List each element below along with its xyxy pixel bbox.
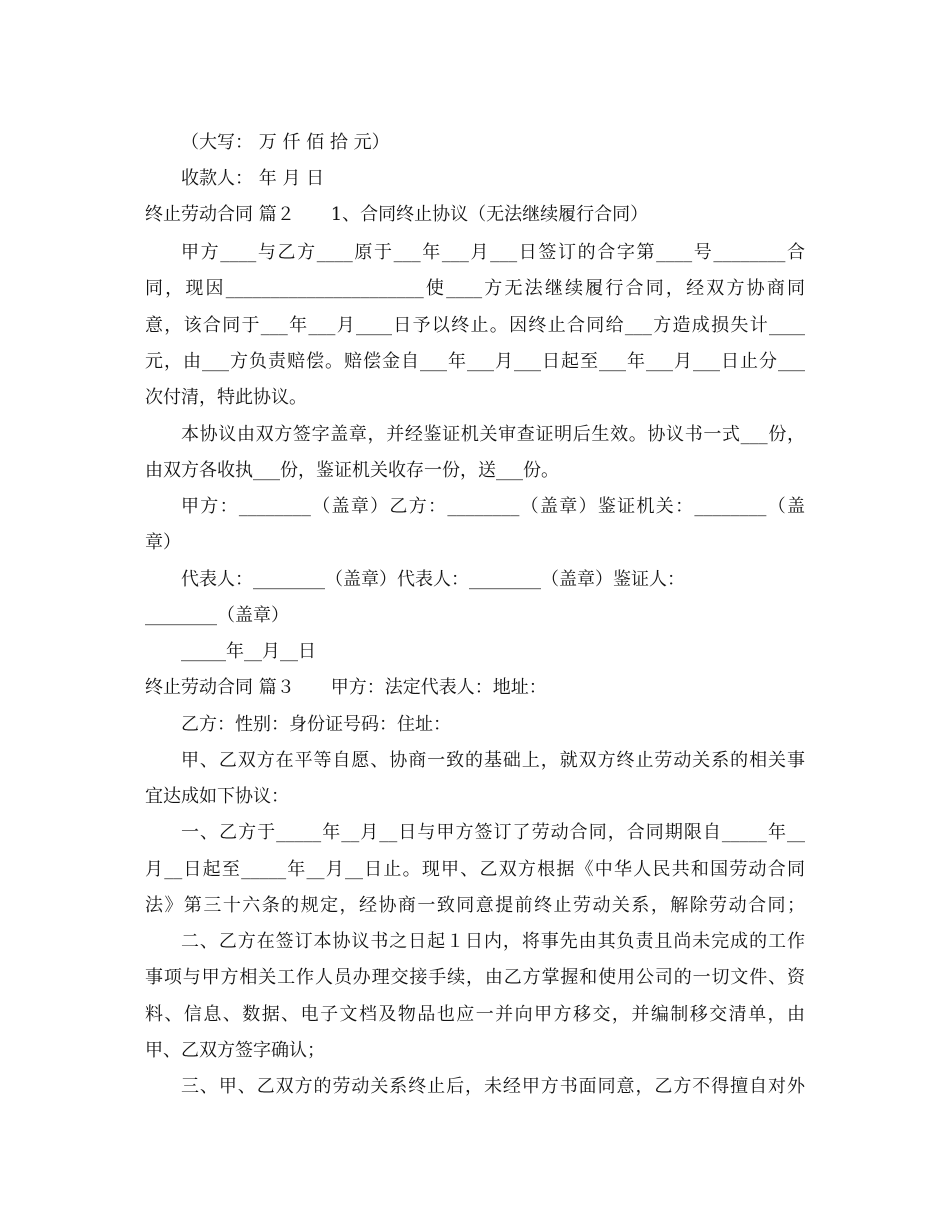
body-text-line: 由双方各收执___份，鉴证机关收存一份，送___份。: [145, 460, 559, 481]
signature-parties-line: 甲方：________（盖章）乙方：________（盖章）鉴证机关：________（盖: [181, 496, 805, 517]
clause-2-line: 料、信息、数据、电子文档及物品也应一并向甲方移交，并编制移交清单，由: [145, 1004, 805, 1025]
representatives-line: 代表人：________（盖章）代表人：________（盖章）鉴证人：: [181, 569, 685, 590]
body-text-line: 意，该合同于___年___月____日予以终止。因终止合同给___方造成损失计____: [145, 315, 805, 336]
amount-in-words-line: （大写： 万 仟 佰 拾 元）: [181, 132, 390, 153]
body-text-line: 宜达成如下协议：: [145, 786, 289, 807]
signing-date-line: _____年__月__日: [181, 641, 316, 662]
clause-2-line: 二、乙方在签订本协议书之日起１日内，将事先由其负责且尚未完成的工作: [181, 931, 805, 952]
payee-date-line: 收款人： 年 月 日: [181, 168, 325, 189]
body-text-line: 元，由___方负责赔偿。赔偿金自___年___月___日起至___年___月___日止分___: [145, 351, 805, 372]
body-text-line: 次付清，特此协议。: [145, 387, 307, 408]
clause-3-line: 三、甲、乙双方的劳动关系终止后，未经甲方书面同意，乙方不得擅自对外: [181, 1076, 805, 1097]
party-b-info-line: 乙方：性别：身份证号码：住址：: [181, 714, 451, 735]
body-text-line: 本协议由双方签字盖章，并经鉴证机关审查证明后生效。协议书一式___份，: [181, 424, 805, 445]
body-text-line: 同，现因______________________使____方无法继续履行合同，经双方协商同: [145, 278, 805, 299]
clause-1-line: 月__日起至_____年__月__日止。现甲、乙双方根据《中华人民共和国劳动合同: [145, 859, 805, 880]
clause-2-line: 事项与甲方相关工作人员办理交接手续，由乙方掌握和使用公司的一切文件、资: [145, 967, 805, 988]
clause-2-line: 甲、乙双方签字确认；: [145, 1040, 325, 1061]
clause-1-line: 一、乙方于_____年__月__日与甲方签订了劳动合同，合同期限自_____年__: [181, 822, 805, 843]
section-heading-part-2: 终止劳动合同 篇２ 1、合同终止协议（无法继续履行合同）: [145, 204, 649, 225]
signature-parties-line: 章）: [145, 532, 181, 553]
clause-1-line: 法》第三十六条的规定，经协商一致同意提前终止劳动关系，解除劳动合同；: [145, 895, 805, 916]
body-text-line: 甲、乙双方在平等自愿、协商一致的基础上，就双方终止劳动关系的相关事: [181, 750, 805, 771]
section-heading-part-3: 终止劳动合同 篇３ 甲方：法定代表人：地址：: [145, 677, 547, 698]
body-text-line: 甲方____与乙方____原于___年___月___日签订的合字第____号________合: [181, 242, 805, 263]
representatives-line: ________（盖章）: [145, 605, 289, 626]
